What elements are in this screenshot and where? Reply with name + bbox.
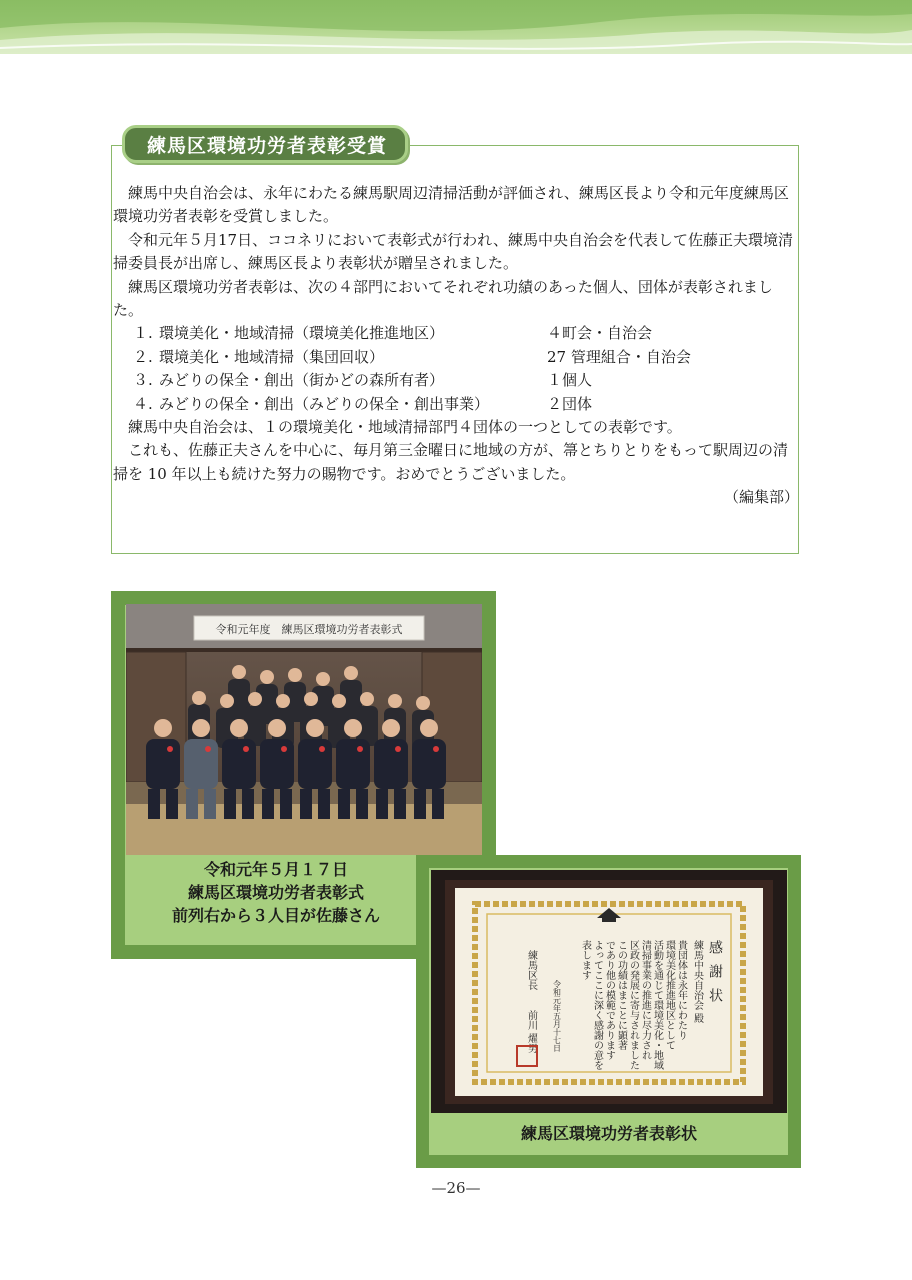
editor-credit: （編集部） [723, 488, 799, 507]
certificate-body-line: よってここに深く感謝の意を [591, 940, 603, 1070]
certificate-body-line: 環境美化推進地区として [663, 940, 675, 1050]
article-title: 練馬区環境功労者表彰受賞 [122, 125, 408, 163]
page-number: —26— [431, 1179, 481, 1197]
closing-paragraph-2: これも、佐藤正夫さんを中心に、毎月第三金曜日に地域の方が、箒とちりとりをもって駅周辺の清掃を 10 年以上も続けた努力の賜物です。おめでとうございました。 [113, 441, 789, 483]
certificate-body-line: 活動を通じて環境美化・地域 [651, 940, 663, 1070]
category-row [113, 369, 799, 392]
category-result: 27 管理組合・自治会 [547, 347, 691, 366]
certificate-issuer-name: 前川 燿男 [525, 1010, 537, 1054]
closing-paragraph-1: 練馬中央自治会は、１の環境美化・地域清掃部門４団体の一つとしての表彰です。 [128, 418, 682, 436]
category-result: ４町会・自治会 [547, 324, 653, 343]
category-label: 環境美化・地域清掃（集団回収） [159, 347, 385, 366]
category-number: ３. [133, 371, 153, 390]
caption-line-note: 前列右から３人目が佐藤さん [171, 906, 380, 925]
group-photo-caption [126, 858, 426, 946]
certificate-body-line: 貴団体は永年にわたり [675, 940, 687, 1040]
caption-line-event: 練馬区環境功労者表彰式 [187, 883, 364, 902]
certificate-issuer-title: 練馬区長 [525, 950, 537, 990]
paragraph-3: 練馬区環境功労者表彰は、次の４部門においてそれぞれ功績のあった個人、団体が表彰されました。 [113, 277, 773, 320]
certificate-heading: 感謝状 [707, 940, 723, 1012]
certificate-caption: 練馬区環境功労者表彰状 [520, 1124, 697, 1143]
category-number: １. [133, 324, 153, 343]
ceremony-banner-text: 令和元年度 練馬区環境功労者表彰式 [215, 623, 403, 636]
certificate-body-line: 表します [579, 940, 591, 980]
category-label: みどりの保全・創出（街かどの森所有者） [159, 371, 445, 390]
category-row [113, 393, 799, 416]
category-label: みどりの保全・創出（みどりの保全・創出事業） [159, 394, 490, 413]
category-row [113, 346, 799, 369]
paragraph-1: 練馬中央自治会は、永年にわたる練馬駅周辺清掃活動が評価され、練馬区長より令和元年度練馬区環境功労者表彰を受賞しました。 [113, 184, 789, 226]
certificate-body-line: 清掃事業の推進に尽力され [639, 940, 651, 1060]
category-row [113, 322, 799, 345]
article-body [113, 182, 799, 510]
category-number: ２. [133, 347, 153, 366]
category-label: 環境美化・地域清掃（環境美化推進地区） [159, 324, 445, 343]
caption-line-date: 令和元年５月１７日 [203, 860, 348, 879]
header-wave-banner [0, 0, 912, 58]
category-result: ２団体 [547, 394, 593, 413]
certificate-body-line: 区政の発展に寄与されました [627, 940, 639, 1070]
certificate-photo [431, 870, 787, 1113]
certificate-date: 令和元年五月十七日 [552, 980, 562, 1052]
certificate-body-line: であり他の模範であります [603, 940, 615, 1060]
certificate-recipient: 練馬中央自治会 殿 [691, 940, 703, 1024]
category-number: ４. [133, 394, 153, 413]
group-photo [126, 604, 482, 855]
paragraph-2: 令和元年５月17日、ココネリにおいて表彰式が行われ、練馬中央自治会を代表して佐藤正夫環境清掃委員長が出席し、練馬区長より表彰状が贈呈されました。 [113, 230, 793, 273]
certificate-body-line: この功績はまことに顕著 [615, 940, 627, 1050]
category-result: １個人 [547, 371, 593, 390]
